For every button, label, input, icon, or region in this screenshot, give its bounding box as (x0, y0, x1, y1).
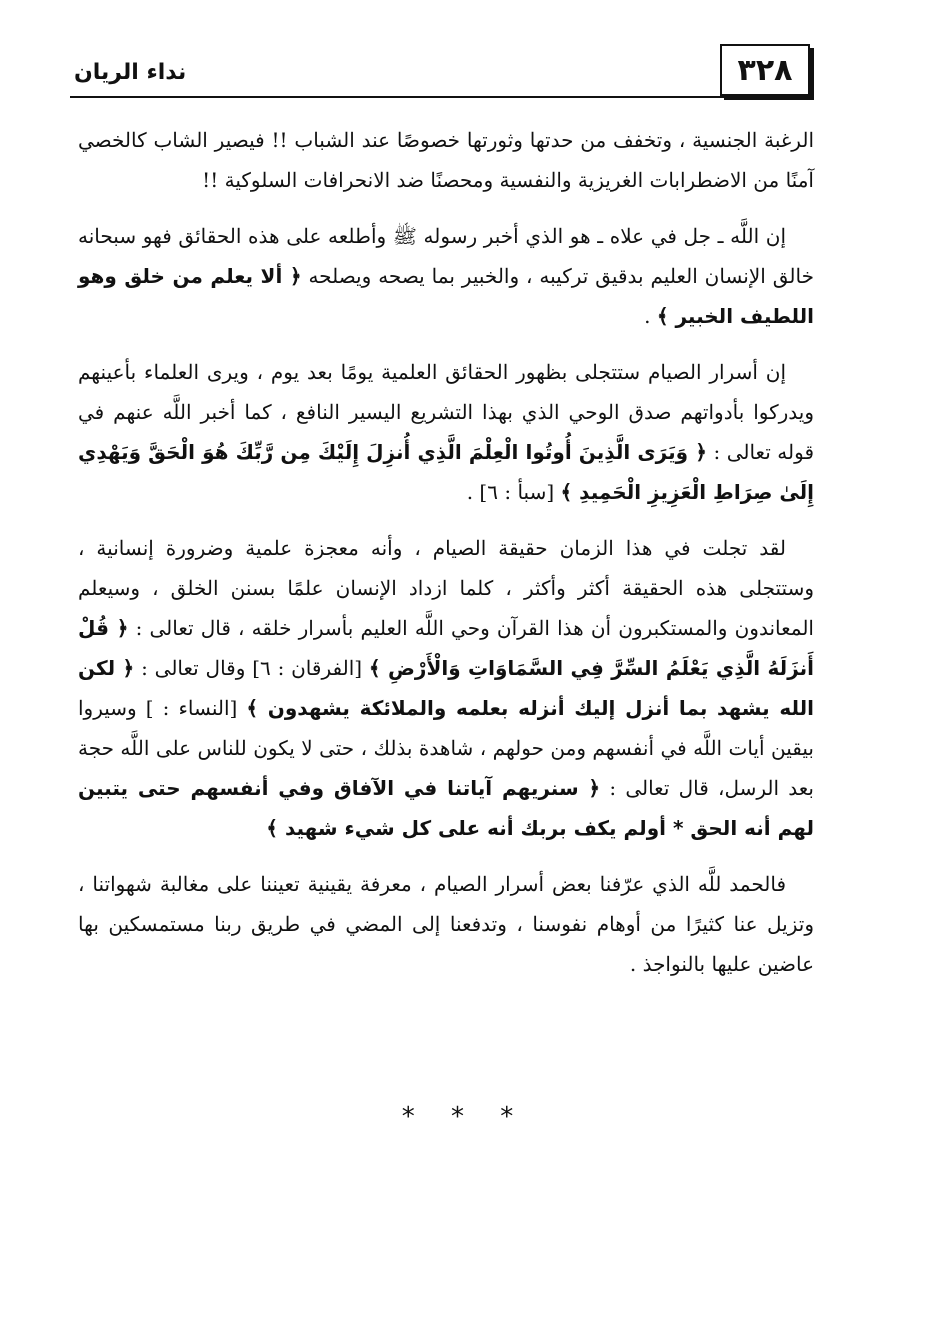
quran-verse: ﴿ لكن الله يشهد بما أنزل إليك أنزله بعلمه والملائكة يشهدون ﴾ (78, 656, 815, 720)
page-number-text: ٣٢٨ (737, 52, 793, 88)
page-number (720, 44, 810, 96)
quran-verse: ﴿ سنريهم آياتنا في الآفاق وفي أنفسهم حتى يتبين لهم أنه الحق * أولم يكف بربك أنه على كل شيء شهيد ﴾ (78, 776, 814, 840)
paragraph-text: [سبأ : ٦] . (466, 480, 561, 504)
paragraph-text: فالحمد للَّه الذي عرّفنا بعض أسرار الصيام ، معرفة يقينية تعيننا على مغالبة شهواتنا ، وتزيل عنا كثيرًا من أوهام نفوسنا ، وتدفعنا إلى المضي في طريق ربنا مستمسكين بها عاضين عليها بالنواجذ . (78, 872, 814, 976)
page-header (70, 44, 810, 100)
paragraph-text: . (644, 304, 657, 328)
page-body (78, 120, 814, 1000)
running-title: نداء الريان (74, 60, 187, 85)
quran-verse: ﴿ ألا يعلم من خلق وهو اللطيف الخبير ﴾ (78, 264, 814, 328)
paragraph-text: [النساء : ] وسيروا بيقين أيات اللَّه في أنفسهم ومن حولهم ، شاهدة بذلك ، حتى لا يكون للناس على اللَّه حجة بعد الرسل، قال تعالى : (78, 696, 814, 800)
paragraph (78, 216, 814, 336)
paragraph-text: إن أسرار الصيام ستتجلى بظهور الحقائق العلمية يومًا بعد يوم ، ويرى العلماء بأعينهم ويدركوا بأدواتهم صدق الوحي الذي بهذا التشريع اليسير النافع ، كما أخبر اللَّه عنهم في قوله تعالى : (78, 360, 815, 464)
paragraph (78, 120, 814, 200)
section-separator: * * * (401, 1102, 528, 1132)
paragraph-text: لقد تجلت في هذا الزمان حقيقة الصيام ، وأنه معجزة علمية وضرورة إنسانية ، وستتجلى هذه الحقيقة أكثر وأكثر ، كلما ازداد الإنسان علمًا بسنن الخلق ، وسيعلم المعاندون والمستكبرون أن هذا القرآن وحي اللَّه العليم بأسرار خلقه ، قال تعالى : (78, 536, 814, 640)
quran-verse: ﴿ قُلْ أَنزَلَهُ الَّذِي يَعْلَمُ السِّرَّ فِي السَّمَاوَاتِ وَالْأَرْضِ ﴾ (78, 616, 814, 680)
header-rule (70, 96, 810, 98)
paragraph (78, 352, 814, 512)
paragraph (78, 864, 814, 984)
paragraph-text: [الفرقان : ٦] وقال تعالى : (134, 656, 369, 680)
paragraph-text: الرغبة الجنسية ، وتخفف من حدتها وثورتها خصوصًا عند الشباب !! فيصير الشاب كالخصي آمنًا من الاضطرابات الغريزية والنفسية ومحصنًا ضد الانحرافات السلوكية !! (78, 128, 814, 192)
paragraph-text: إن اللَّه ـ جل في علاه ـ هو الذي أخبر رسوله ﷺ وأطلعه على هذه الحقائق فهو سبحانه خالق الإنسان العليم بدقيق تركيبه ، والخبير بما يصحه ويصلحه (78, 224, 814, 288)
quran-verse: ﴿ وَيَرَى الَّذِينَ أُوتُوا الْعِلْمَ الَّذِي أُنزِلَ إِلَيْكَ مِن رَّبِّكَ هُوَ الْحَقَّ وَيَهْدِي إِلَىٰ صِرَاطِ الْعَزِيزِ الْحَمِيدِ ﴾ (78, 440, 814, 504)
paragraph (78, 528, 814, 848)
